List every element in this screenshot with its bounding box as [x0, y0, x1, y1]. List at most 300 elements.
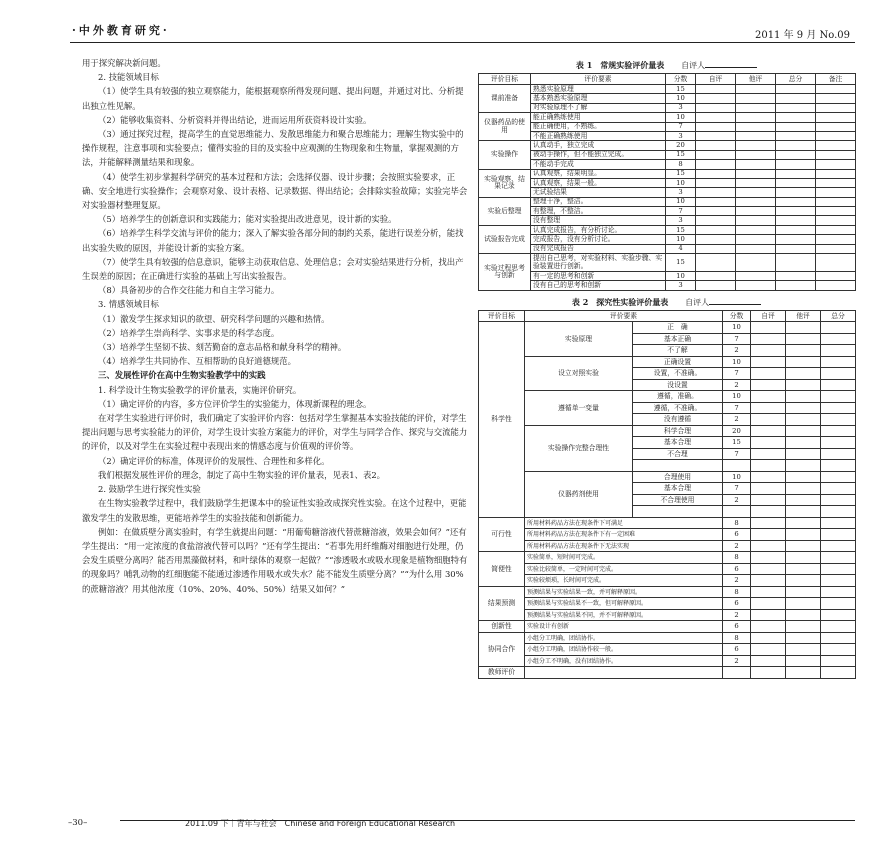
empty-cell — [751, 471, 786, 483]
empty-cell — [736, 122, 776, 131]
element-cell: 基本合理 — [633, 437, 723, 449]
table2-header-cell: 自评 — [751, 310, 786, 322]
score-cell: 4 — [666, 244, 696, 253]
criterion-cell: 仪器药品的使用 — [479, 113, 531, 141]
score-cell: 10 — [666, 94, 696, 103]
table-row — [479, 655, 856, 667]
sub-criterion-cell: 实验原理 — [525, 322, 633, 357]
empty-cell — [696, 225, 736, 234]
empty-cell — [821, 356, 856, 368]
empty-cell — [751, 598, 786, 610]
element-cell: 预测结果与实验结果不同，并不可解释原因。 — [525, 609, 723, 621]
score-cell: 2 — [723, 575, 751, 587]
empty-cell — [776, 197, 816, 206]
criterion-cell: 试验报告完成 — [479, 225, 531, 253]
paragraph: （8）具备初步的合作交往能力和自主学习能力。 — [98, 285, 280, 296]
empty-cell — [821, 517, 856, 529]
element-cell: 遵循，准确。 — [633, 391, 723, 403]
empty-cell — [786, 517, 821, 529]
empty-cell — [696, 235, 736, 244]
empty-cell — [821, 391, 856, 403]
element-cell: 不了解 — [633, 345, 723, 357]
element-cell: 能正确熟练使用 — [531, 113, 666, 122]
empty-cell — [821, 506, 856, 518]
empty-cell — [776, 131, 816, 140]
empty-cell — [816, 225, 856, 234]
empty-cell — [736, 225, 776, 234]
table1-header-row — [479, 74, 856, 85]
criterion-cell: 课前准备 — [479, 85, 531, 113]
criterion-cell: 教师评价 — [479, 667, 525, 679]
table-row — [479, 529, 856, 541]
paragraph: 2. 技能领域目标 — [98, 72, 159, 83]
empty-cell — [776, 272, 816, 281]
empty-cell — [776, 113, 816, 122]
paragraph: 在对学生实验进行评价时，我们确定了实验评价内容：包括对学生掌握基本实验技能的评价，对学生提出问题与思考实验能力的评价，对学生设计实验方案能力的评价，对学生与同学合作、探究与交流能力的评价，以及对学生在实验过程中表现出来的情感态度与价值观的评价等。 — [82, 413, 468, 452]
element-cell: 实验比较简单，一定时间可完成。 — [525, 563, 723, 575]
paragraph: 三、发展性评价在高中生物实验教学中的实践 — [98, 370, 266, 381]
criterion-cell: 可行性 — [479, 517, 525, 552]
empty-cell — [816, 122, 856, 131]
element-cell: 基本合理 — [633, 483, 723, 495]
score-cell: 10 — [666, 178, 696, 187]
empty-cell — [786, 644, 821, 656]
empty-cell — [751, 448, 786, 460]
table1-title: 表 1 常规实验评价量表 — [575, 60, 665, 70]
table-row — [479, 141, 856, 150]
score-cell: 2 — [723, 414, 751, 426]
table2-header-cell: 评价目标 — [479, 310, 525, 322]
empty-cell — [821, 483, 856, 495]
element-cell: 所用材料药品方法在现条件下无法实现 — [525, 540, 723, 552]
empty-cell — [751, 402, 786, 414]
empty-cell — [751, 483, 786, 495]
empty-cell — [786, 540, 821, 552]
score-cell: 2 — [723, 540, 751, 552]
criterion-cell: 科学性 — [479, 322, 525, 518]
empty-cell — [696, 85, 736, 94]
paragraph: （3）通过探究过程，提高学生的直觉思维能力、发散思维能力和聚合思维能力；理解生物实验中的操作规程，注意事项和实验要点；懂得实验的目的及实验中应观测的生物现象和生物量，掌握观测的方法，并能解释测量结果和现象。 — [82, 129, 464, 168]
empty-cell — [736, 244, 776, 253]
empty-cell — [751, 494, 786, 506]
table-row — [479, 197, 856, 206]
score-cell: 10 — [723, 356, 751, 368]
score-cell — [723, 506, 751, 518]
element-cell: 小组分工不明确，没有团结协作。 — [525, 655, 723, 667]
empty-cell — [821, 414, 856, 426]
table1-header-cell: 评价要素 — [531, 74, 666, 85]
empty-cell — [786, 322, 821, 334]
empty-cell — [751, 552, 786, 564]
empty-cell — [776, 281, 816, 290]
empty-cell — [751, 391, 786, 403]
score-cell: 2 — [723, 379, 751, 391]
empty-cell — [751, 529, 786, 541]
empty-cell — [751, 563, 786, 575]
empty-cell — [751, 368, 786, 380]
empty-cell — [786, 621, 821, 633]
empty-cell — [821, 667, 856, 679]
element-cell: 整理干净，整洁。 — [531, 197, 666, 206]
table-row — [479, 586, 856, 598]
empty-cell — [821, 563, 856, 575]
table1-self-blank — [705, 60, 757, 68]
empty-cell — [736, 281, 776, 290]
empty-cell — [816, 188, 856, 197]
element-cell — [633, 460, 723, 472]
score-cell: 10 — [723, 391, 751, 403]
empty-cell — [736, 150, 776, 159]
score-cell: 8 — [723, 586, 751, 598]
element-cell: 认真观察，结果明显。 — [531, 169, 666, 178]
empty-cell — [816, 131, 856, 140]
empty-cell — [776, 169, 816, 178]
criterion-cell: 实验后整理 — [479, 197, 531, 225]
paragraph: （1）使学生具有较强的独立观察能力，能根据观察所得发现问题、提出问题，并通过对比、分析提出独立性见解。 — [82, 86, 464, 111]
element-cell: 正 确 — [633, 322, 723, 334]
empty-cell — [776, 141, 816, 150]
table2-header-cell: 他评 — [786, 310, 821, 322]
paragraph: （4）使学生初步掌握科学研究的基本过程和方法；会选择仪器、设计步骤；会按照实验要求，正确、安全地进行实验操作；会观察对象、设计表格、记录数据、得出结论；会排除实验故障；实验完毕会对实验器材整理复原。 — [82, 171, 468, 211]
score-cell: 3 — [666, 216, 696, 225]
element-cell: 实验简单，短时间可完成。 — [525, 552, 723, 564]
empty-cell — [696, 178, 736, 187]
table-row — [479, 540, 856, 552]
empty-cell — [776, 103, 816, 112]
empty-cell — [821, 575, 856, 587]
element-cell: 不能正确熟练使用 — [531, 131, 666, 140]
empty-cell — [736, 85, 776, 94]
paragraph: （3）培养学生坚韧不拔、刻苦勤奋的意志品格和献身科学的精神。 — [98, 342, 347, 353]
paragraph: （1）激发学生探求知识的欲望、研究科学问题的兴趣和热情。 — [98, 313, 330, 324]
table1-header-cell: 他评 — [736, 74, 776, 85]
empty-cell — [786, 471, 821, 483]
empty-cell — [776, 188, 816, 197]
empty-cell — [736, 216, 776, 225]
sub-criterion-cell: 仪器药剂使用 — [525, 471, 633, 517]
empty-cell — [816, 150, 856, 159]
table1-header-cell: 评价目标 — [479, 74, 531, 85]
empty-cell — [751, 425, 786, 437]
empty-cell — [821, 368, 856, 380]
empty-cell — [821, 644, 856, 656]
criterion-cell: 实验过程思考与创新 — [479, 254, 531, 291]
empty-cell — [821, 402, 856, 414]
empty-cell — [736, 141, 776, 150]
element-cell: 提出自己思考，对实验材料、实验步骤、实验装置进行创新。 — [531, 254, 666, 272]
table-row — [479, 103, 856, 112]
table-row — [479, 667, 856, 679]
element-cell — [633, 506, 723, 518]
empty-cell — [751, 586, 786, 598]
element-cell: 对实验原理不了解 — [531, 103, 666, 112]
table2 — [478, 310, 856, 679]
empty-cell — [736, 131, 776, 140]
empty-cell — [696, 103, 736, 112]
empty-cell — [816, 207, 856, 216]
score-cell: 20 — [666, 141, 696, 150]
criterion-cell: 实验操作 — [479, 141, 531, 169]
empty-cell — [786, 356, 821, 368]
empty-cell — [751, 632, 786, 644]
paragraph: （1）确定评价的内容，多方位评价学生的实验能力，体现新课程的理念。 — [98, 398, 372, 409]
empty-cell — [816, 244, 856, 253]
empty-cell — [776, 235, 816, 244]
empty-cell — [736, 103, 776, 112]
empty-cell — [821, 322, 856, 334]
score-cell: 10 — [723, 471, 751, 483]
empty-cell — [776, 244, 816, 253]
table-row — [479, 131, 856, 140]
table-row — [479, 356, 856, 368]
element-cell: 没有完成报告 — [531, 244, 666, 253]
empty-cell — [816, 254, 856, 272]
empty-cell — [696, 272, 736, 281]
table2-header-cell: 评价要素 — [525, 310, 723, 322]
element-cell: 所用材料药品方法在现条件下可满足 — [525, 517, 723, 529]
table-row — [479, 207, 856, 216]
empty-cell — [736, 113, 776, 122]
header-rule — [70, 42, 855, 43]
element-cell: 正确设置 — [633, 356, 723, 368]
score-cell: 6 — [723, 644, 751, 656]
empty-cell — [696, 160, 736, 169]
empty-cell — [786, 552, 821, 564]
empty-cell — [786, 609, 821, 621]
table-row — [479, 644, 856, 656]
empty-cell — [786, 598, 821, 610]
element-cell: 认真完成报告，有分析讨论。 — [531, 225, 666, 234]
empty-cell — [776, 207, 816, 216]
table-row — [479, 85, 856, 94]
table-row — [479, 113, 856, 122]
score-cell: 6 — [723, 529, 751, 541]
empty-cell — [786, 437, 821, 449]
element-cell: 完成报告，没有分析讨论。 — [531, 235, 666, 244]
empty-cell — [786, 402, 821, 414]
empty-cell — [816, 272, 856, 281]
empty-cell — [786, 414, 821, 426]
empty-cell — [696, 169, 736, 178]
empty-cell — [736, 169, 776, 178]
paragraph: 3. 情感领域目标 — [98, 299, 159, 310]
empty-cell — [776, 216, 816, 225]
element-cell: 没有自己的思考和创新 — [531, 281, 666, 290]
score-cell: 10 — [666, 113, 696, 122]
empty-cell — [816, 113, 856, 122]
element-cell: 遵循，不准确。 — [633, 402, 723, 414]
empty-cell — [821, 552, 856, 564]
empty-cell — [821, 621, 856, 633]
element-cell: 小组分工明确，团结协作较一般。 — [525, 644, 723, 656]
empty-cell — [751, 644, 786, 656]
empty-cell — [786, 494, 821, 506]
journal-name: ·中外教育研究· — [72, 24, 170, 37]
empty-cell — [751, 540, 786, 552]
score-cell: 15 — [666, 254, 696, 272]
empty-cell — [751, 506, 786, 518]
empty-cell — [786, 575, 821, 587]
table-row — [479, 281, 856, 290]
empty-cell — [751, 322, 786, 334]
empty-cell — [821, 598, 856, 610]
element-cell: 没设置 — [633, 379, 723, 391]
empty-cell — [776, 122, 816, 131]
empty-cell — [696, 216, 736, 225]
score-cell: 15 — [666, 169, 696, 178]
table-row — [479, 244, 856, 253]
element-cell: 不合理使用 — [633, 494, 723, 506]
paragraph: 在生物实验教学过程中，我们鼓励学生把课本中的验证性实验改成探究性实验。在这个过程中，更能激发学生的发散思维，更能培养学生的实验技能和创新能力。 — [82, 498, 467, 523]
criterion-cell: 实验观察、结果记录 — [479, 169, 531, 197]
table2-title: 表 2 探究性实验评价量表 — [571, 296, 669, 307]
table1-header-cell: 自评 — [696, 74, 736, 85]
table1-header-cell: 总分 — [776, 74, 816, 85]
empty-cell — [786, 460, 821, 472]
element-cell: 合理使用 — [633, 471, 723, 483]
table-row — [479, 575, 856, 587]
table1-caption — [478, 59, 855, 71]
table-row — [479, 598, 856, 610]
score-cell: 15 — [666, 225, 696, 234]
sub-criterion-cell: 设立对照实验 — [525, 356, 633, 391]
score-cell: 7 — [666, 207, 696, 216]
score-cell — [723, 460, 751, 472]
score-cell: 8 — [723, 552, 751, 564]
element-cell: 没有遵循 — [633, 414, 723, 426]
table-row — [479, 178, 856, 187]
paragraph: 1. 科学设计生物实验教学的评价量表，实施评价研究。 — [98, 384, 302, 395]
table1-self-label: 自评人 — [681, 61, 706, 70]
empty-cell — [816, 216, 856, 225]
element-cell: 实验较烦琐，长时间可完成。 — [525, 575, 723, 587]
table-row — [479, 254, 856, 272]
score-cell: 6 — [723, 563, 751, 575]
table-row — [479, 94, 856, 103]
element-cell: 基本正确 — [633, 333, 723, 345]
empty-cell — [776, 94, 816, 103]
element-cell: 预测结果与实验结果不一致，但可解释原因。 — [525, 598, 723, 610]
empty-cell — [696, 254, 736, 272]
table-row — [479, 225, 856, 234]
table-row — [479, 160, 856, 169]
empty-cell — [821, 471, 856, 483]
table-row — [479, 169, 856, 178]
empty-cell — [786, 655, 821, 667]
paragraph: （2）确定评价的标准，体现评价的发展性、合理性和多样化。 — [98, 455, 330, 466]
score-cell: 6 — [723, 621, 751, 633]
empty-cell — [696, 150, 736, 159]
element-cell: 科学合理 — [633, 425, 723, 437]
paragraph: （2）培养学生崇尚科学、实事求是的科学态度。 — [98, 327, 280, 338]
empty-cell — [821, 345, 856, 357]
score-cell: 10 — [723, 322, 751, 334]
empty-cell — [821, 632, 856, 644]
empty-cell — [696, 113, 736, 122]
empty-cell — [816, 197, 856, 206]
table-row — [479, 425, 856, 437]
table-row — [479, 563, 856, 575]
element-cell: 实验设计有创新 — [525, 621, 723, 633]
table2-header-cell: 总分 — [821, 310, 856, 322]
element-cell: 熟悉实验原理 — [531, 85, 666, 94]
table2-self-label: 自评人 — [685, 297, 710, 307]
empty-cell — [696, 122, 736, 131]
empty-cell — [816, 160, 856, 169]
table-row — [479, 391, 856, 403]
element-cell: 有一定的思考和创新 — [531, 272, 666, 281]
score-cell: 3 — [666, 188, 696, 197]
score-cell: 8 — [666, 160, 696, 169]
paragraph: （6）培养学生科学交流与评价的能力；深入了解实验各部分间的制约关系，能进行误差分析，能找出实验失败的原因，并能设计新的实验方案。 — [82, 228, 464, 253]
empty-cell — [821, 586, 856, 598]
element-cell: 小组分工明确，团结协作。 — [525, 632, 723, 644]
empty-cell — [786, 391, 821, 403]
empty-cell — [821, 529, 856, 541]
table-row — [479, 609, 856, 621]
empty-cell — [821, 655, 856, 667]
table-row — [479, 322, 856, 334]
score-cell: 2 — [723, 609, 751, 621]
empty-cell — [776, 150, 816, 159]
score-cell: 15 — [723, 437, 751, 449]
empty-cell — [696, 281, 736, 290]
empty-cell — [786, 563, 821, 575]
element-cell: 认真动手，独立完成 — [531, 141, 666, 150]
element-cell: 预测结果与实验结果一致，并可解释原因。 — [525, 586, 723, 598]
empty-cell — [816, 235, 856, 244]
empty-cell — [751, 517, 786, 529]
table1 — [478, 73, 856, 291]
paragraph: 用于探究解决新问题。 — [82, 58, 166, 68]
empty-cell — [696, 244, 736, 253]
paragraph: 例如：在做质壁分离实验时，有学生就提出问题：“用葡萄糖溶液代替蔗糖溶液，效果会如何？”还有学生提出：“用一定浓度的食盐溶液代替可以吗？”还有学生提出：“若事先用纤维酶对细胞进行处理，仍会发生质壁分离吗？能否用黑藻做材料，和叶绿体的观察一起做？”“渗透吸水或吸水现象是植物细胞特有的现象吗？哺乳动物的红细胞能不能通过渗透作用吸水或失水？能不能发生质壁分离？”“为什么用 30% 的蔗糖溶液？用其他浓度（10%、20%、40%、50%）结果又如何？” — [82, 526, 468, 594]
empty-cell — [816, 169, 856, 178]
element-cell: 被动手操作，但不能独立完成。 — [531, 150, 666, 159]
empty-cell — [786, 506, 821, 518]
table-row — [479, 621, 856, 633]
score-cell: 7 — [723, 448, 751, 460]
issue-date: 2011 年 9 月 No.09 — [754, 30, 850, 41]
empty-cell — [751, 609, 786, 621]
left-column-text — [82, 56, 468, 596]
criterion-cell: 创新性 — [479, 621, 525, 633]
empty-cell — [696, 94, 736, 103]
page-number: –30– — [68, 818, 88, 828]
score-cell: 7 — [723, 333, 751, 345]
table-row — [479, 235, 856, 244]
table2-header-cell: 分数 — [723, 310, 751, 322]
empty-cell — [821, 448, 856, 460]
score-cell — [723, 667, 751, 679]
empty-cell — [751, 460, 786, 472]
table1-header-cell: 备注 — [816, 74, 856, 85]
element-cell — [525, 667, 723, 679]
score-cell: 10 — [666, 197, 696, 206]
empty-cell — [776, 85, 816, 94]
empty-cell — [786, 345, 821, 357]
empty-cell — [786, 333, 821, 345]
element-cell: 无试验结果 — [531, 188, 666, 197]
empty-cell — [696, 131, 736, 140]
score-cell: 7 — [666, 122, 696, 131]
element-cell: 设置，不准确。 — [633, 368, 723, 380]
table1-header-cell: 分数 — [666, 74, 696, 85]
element-cell: 不合理 — [633, 448, 723, 460]
element-cell: 有整理，不整洁。 — [531, 207, 666, 216]
score-cell: 8 — [723, 517, 751, 529]
empty-cell — [736, 178, 776, 187]
